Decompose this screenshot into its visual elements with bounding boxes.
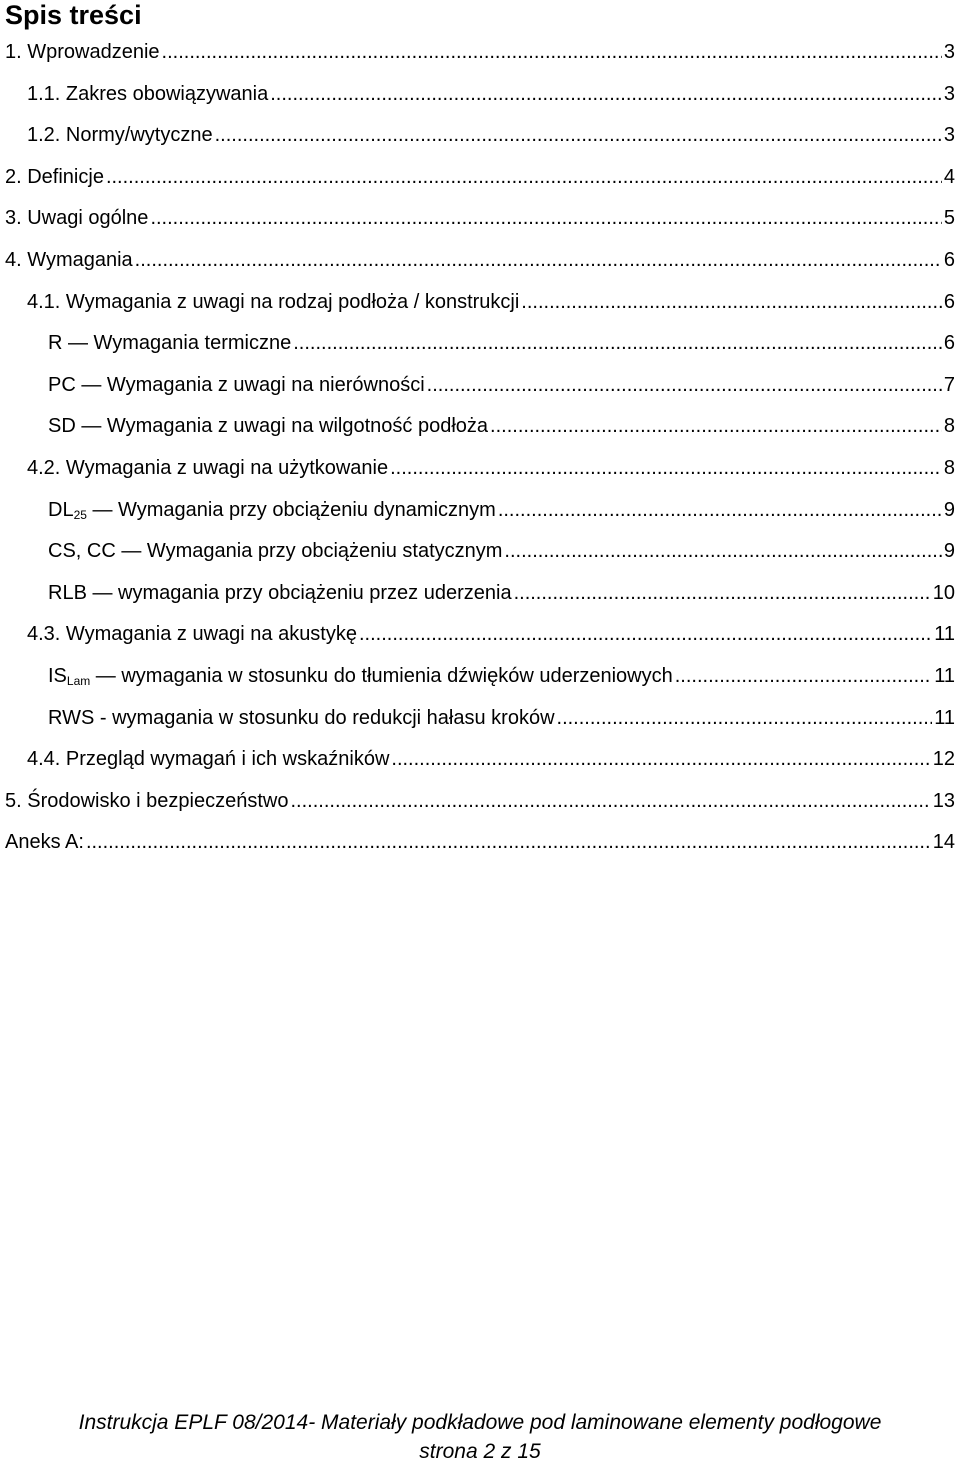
toc-entry-page: 11 [934,706,955,729]
toc-dot-leader [490,406,942,448]
toc-dot-leader [270,74,942,116]
toc-entry-symbol: DL [48,498,74,521]
toc-dot-leader [290,781,930,823]
toc-entry-label: 4. Wymagania [5,248,133,271]
toc-entry-5[interactable] [5,781,955,823]
toc-entry-page: 10 [932,581,955,604]
toc-dot-leader [86,822,931,864]
toc-dot-leader [514,573,931,615]
toc-entry-label: 1. Wprowadzenie [5,41,160,63]
toc-dot-leader [135,240,942,282]
toc-entry-page: 9 [943,498,955,521]
toc-entry-page: 5 [943,207,955,230]
toc-entry-dl25[interactable] [5,490,955,532]
footer-document-title: Instrukcja EPLF 08/2014- Materiały podkładowe pod laminowane elementy podłogowe [78,1411,882,1434]
toc-entry-label: 4.2. Wymagania z uwagi na użytkowanie [27,456,389,479]
toc-entry-sd[interactable] [5,406,955,448]
toc-entry-label: RLB — wymagania przy obciążeniu przez uderzenia [48,581,512,604]
toc-entry-page: 6 [943,290,955,313]
toc-entry-subscript: Lam [66,673,91,688]
toc-entry-label: Aneks A: [5,831,84,854]
toc-dot-leader [391,739,930,781]
toc-entry-4[interactable] [5,240,955,282]
toc-entry-page: 4 [943,165,955,188]
toc-entry-label [48,490,498,532]
toc-entry-text: — wymagania w stosunku do tłumienia dźwięków uderzeniowych [90,664,673,687]
toc-dot-leader [521,282,942,324]
toc-entry-1[interactable] [5,32,955,74]
toc-entry-is-lam[interactable] [5,656,955,698]
toc-entry-label: CS, CC — Wymagania przy obciążeniu statycznym [48,540,503,563]
toc-dot-leader [106,157,942,199]
toc-dot-leader [498,490,942,532]
toc-entry-label: 1.2. Normy/wytyczne [27,124,213,147]
toc-entry-symbol: IS [48,664,67,687]
toc-entry-page: 3 [943,124,955,147]
toc-entry-label: 4.4. Przegląd wymagań i ich wskaźników [27,748,390,771]
toc-entry-page: 8 [943,415,955,438]
toc-dot-leader [557,698,933,740]
toc-entry-page: 12 [932,748,955,771]
toc-entry-label: 4.3. Wymagania z uwagi na akustykę [27,623,357,646]
toc-dot-leader [215,115,942,157]
toc-entry-label: PC — Wymagania z uwagi na nierówności [48,373,425,396]
toc-entry-label: SD — Wymagania z uwagi na wilgotność podłoża [48,415,489,438]
toc-entry-r[interactable] [5,323,955,365]
toc-entry-page: 8 [943,456,955,479]
toc-dot-leader [427,365,942,407]
toc-entry-4-3[interactable] [5,614,955,656]
toc-entry-1-1[interactable] [5,74,955,116]
toc-entry-rws[interactable] [5,698,955,740]
toc-entry-label: 4.1. Wymagania z uwagi na rodzaj podłoża / konstrukcji [27,290,520,313]
toc-entry-4-1[interactable] [5,282,955,324]
toc-dot-leader [359,614,932,656]
toc-dot-leader [293,323,942,365]
toc-entry-page: 3 [943,82,955,105]
toc-entry-label: 5. Środowisko i bezpieczeństwo [5,789,289,812]
toc-entry-label: RWS - wymagania w stosunku do redukcji hałasu kroków [48,706,555,729]
table-of-contents [5,32,955,864]
toc-entry-page: 6 [943,332,955,355]
toc-entry-page: 13 [932,789,955,812]
toc-entry-label: 3. Uwagi ogólne [5,207,149,230]
toc-entry-4-4[interactable] [5,739,955,781]
toc-entry-4-2[interactable] [5,448,955,490]
toc-entry-text: — Wymagania przy obciążeniu dynamicznym [86,498,496,521]
footer-page-number: strona 2 z 15 [419,1440,541,1463]
toc-entry-page: 9 [943,540,955,563]
toc-entry-page: 14 [932,831,955,854]
toc-dot-leader [675,656,932,698]
toc-entry-1-2[interactable] [5,115,955,157]
toc-entry-aneks-a[interactable] [5,822,955,864]
toc-entry-label: 2. Definicje [5,165,104,188]
toc-entry-page: 11 [934,664,955,687]
toc-entry-3[interactable] [5,198,955,240]
toc-entry-cs-cc[interactable] [5,531,955,573]
toc-entry-page: 7 [943,373,955,396]
toc-dot-leader [150,198,941,240]
toc-entry-page: 3 [943,41,955,63]
toc-entry-label: 1.1. Zakres obowiązywania [27,82,269,105]
toc-dot-leader [504,531,941,573]
page-title: Spis treści [5,0,142,30]
toc-entry-pc[interactable] [5,365,955,407]
toc-entry-page: 11 [934,623,955,646]
toc-entry-rlb[interactable] [5,573,955,615]
toc-entry-label: R — Wymagania termiczne [48,332,292,355]
toc-entry-page: 6 [943,248,955,271]
toc-dot-leader [390,448,942,490]
toc-entry-2[interactable] [5,157,955,199]
page-footer [0,1408,960,1466]
toc-entry-label [48,656,675,698]
toc-dot-leader [162,32,942,74]
toc-entry-subscript: 25 [73,507,87,522]
